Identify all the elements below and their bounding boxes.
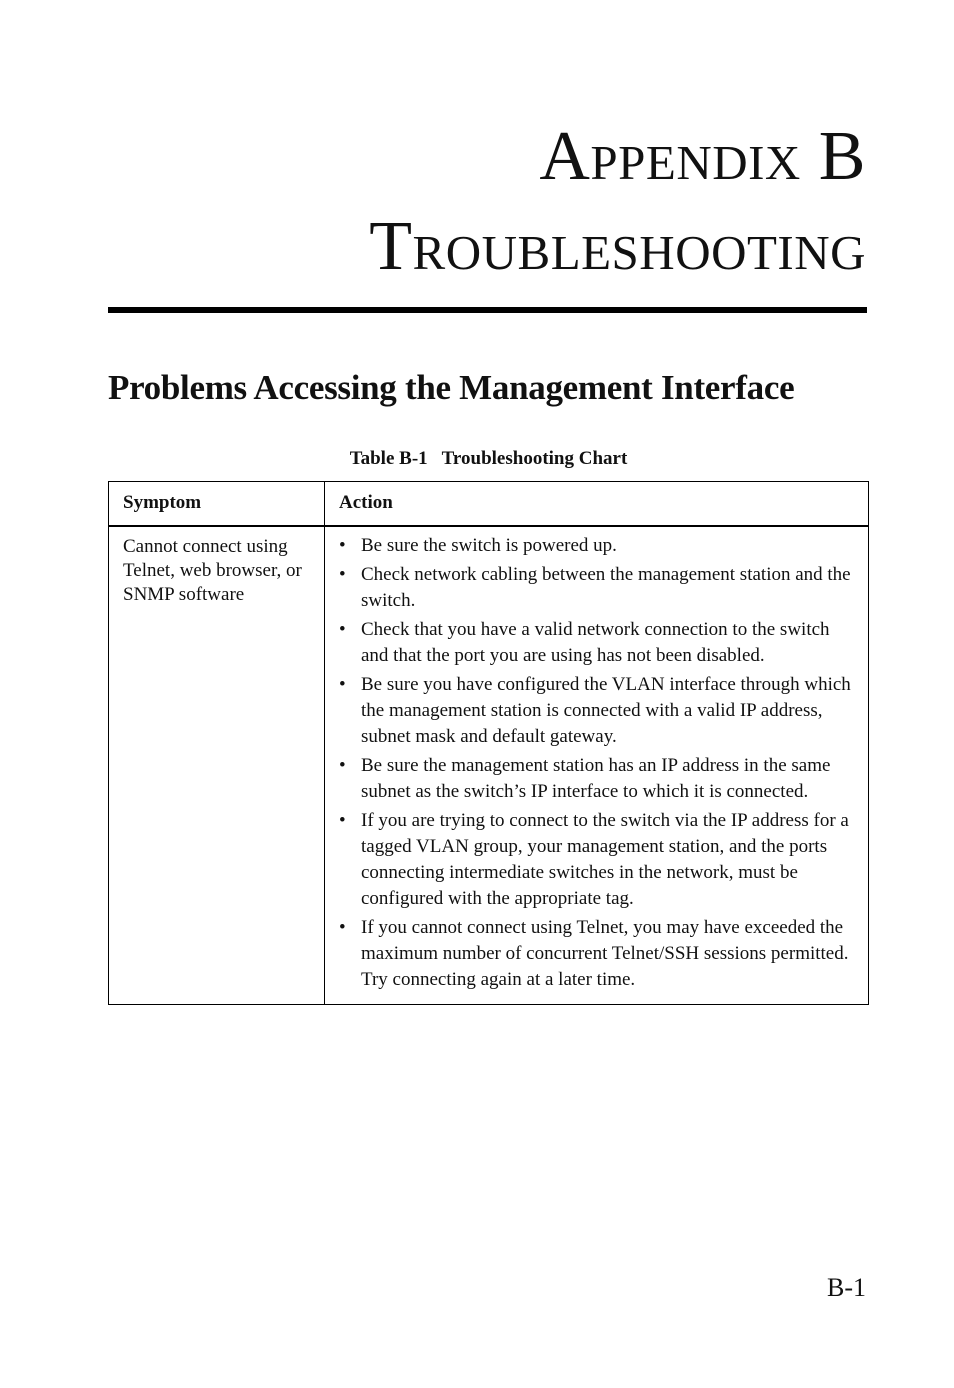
page-number: B-1 (827, 1273, 866, 1302)
action-item: • Be sure the switch is powered up. (339, 533, 856, 559)
chapter-title: Troubleshooting (369, 208, 866, 285)
symptom-text: Cannot connect using Telnet, web browser, or SNMP software (123, 536, 302, 605)
action-item: • If you cannot connect using Telnet, you may have exceeded the maximum number of concurrent Telnet/SSH sessions permitted. Try connecting again at a later time. (339, 915, 856, 993)
action-cell (325, 526, 869, 1005)
action-list (339, 533, 856, 993)
symptom-cell (109, 526, 325, 1005)
table-caption-title: Troubleshooting Chart (441, 448, 628, 469)
table-caption-number: Table B-1 (349, 448, 428, 469)
appendix-label: Appendix B (539, 118, 866, 195)
action-item: • Check network cabling between the management station and the switch. (339, 562, 856, 614)
troubleshooting-table (108, 481, 869, 1005)
header-symptom: Symptom (109, 482, 325, 527)
table-header-row (109, 482, 869, 527)
title-divider-rule (108, 307, 867, 313)
header-action: Action (325, 482, 869, 527)
table-caption (108, 448, 869, 470)
table-row (109, 526, 869, 1005)
action-item: • Check that you have a valid network connection to the switch and that the port you are using has not been disabled. (339, 617, 856, 669)
action-item: • Be sure the management station has an IP address in the same subnet as the switch’s IP interface to which it is connected. (339, 753, 856, 805)
action-item: • Be sure you have configured the VLAN interface through which the management station is connected with a valid IP address, subnet mask and default gateway. (339, 672, 856, 750)
action-item: • If you are trying to connect to the switch via the IP address for a tagged VLAN group, your management station, and the ports connecting intermediate switches in the network, must be configured with the appropriate tag. (339, 808, 856, 912)
section-heading: Problems Accessing the Management Interface (108, 368, 795, 407)
